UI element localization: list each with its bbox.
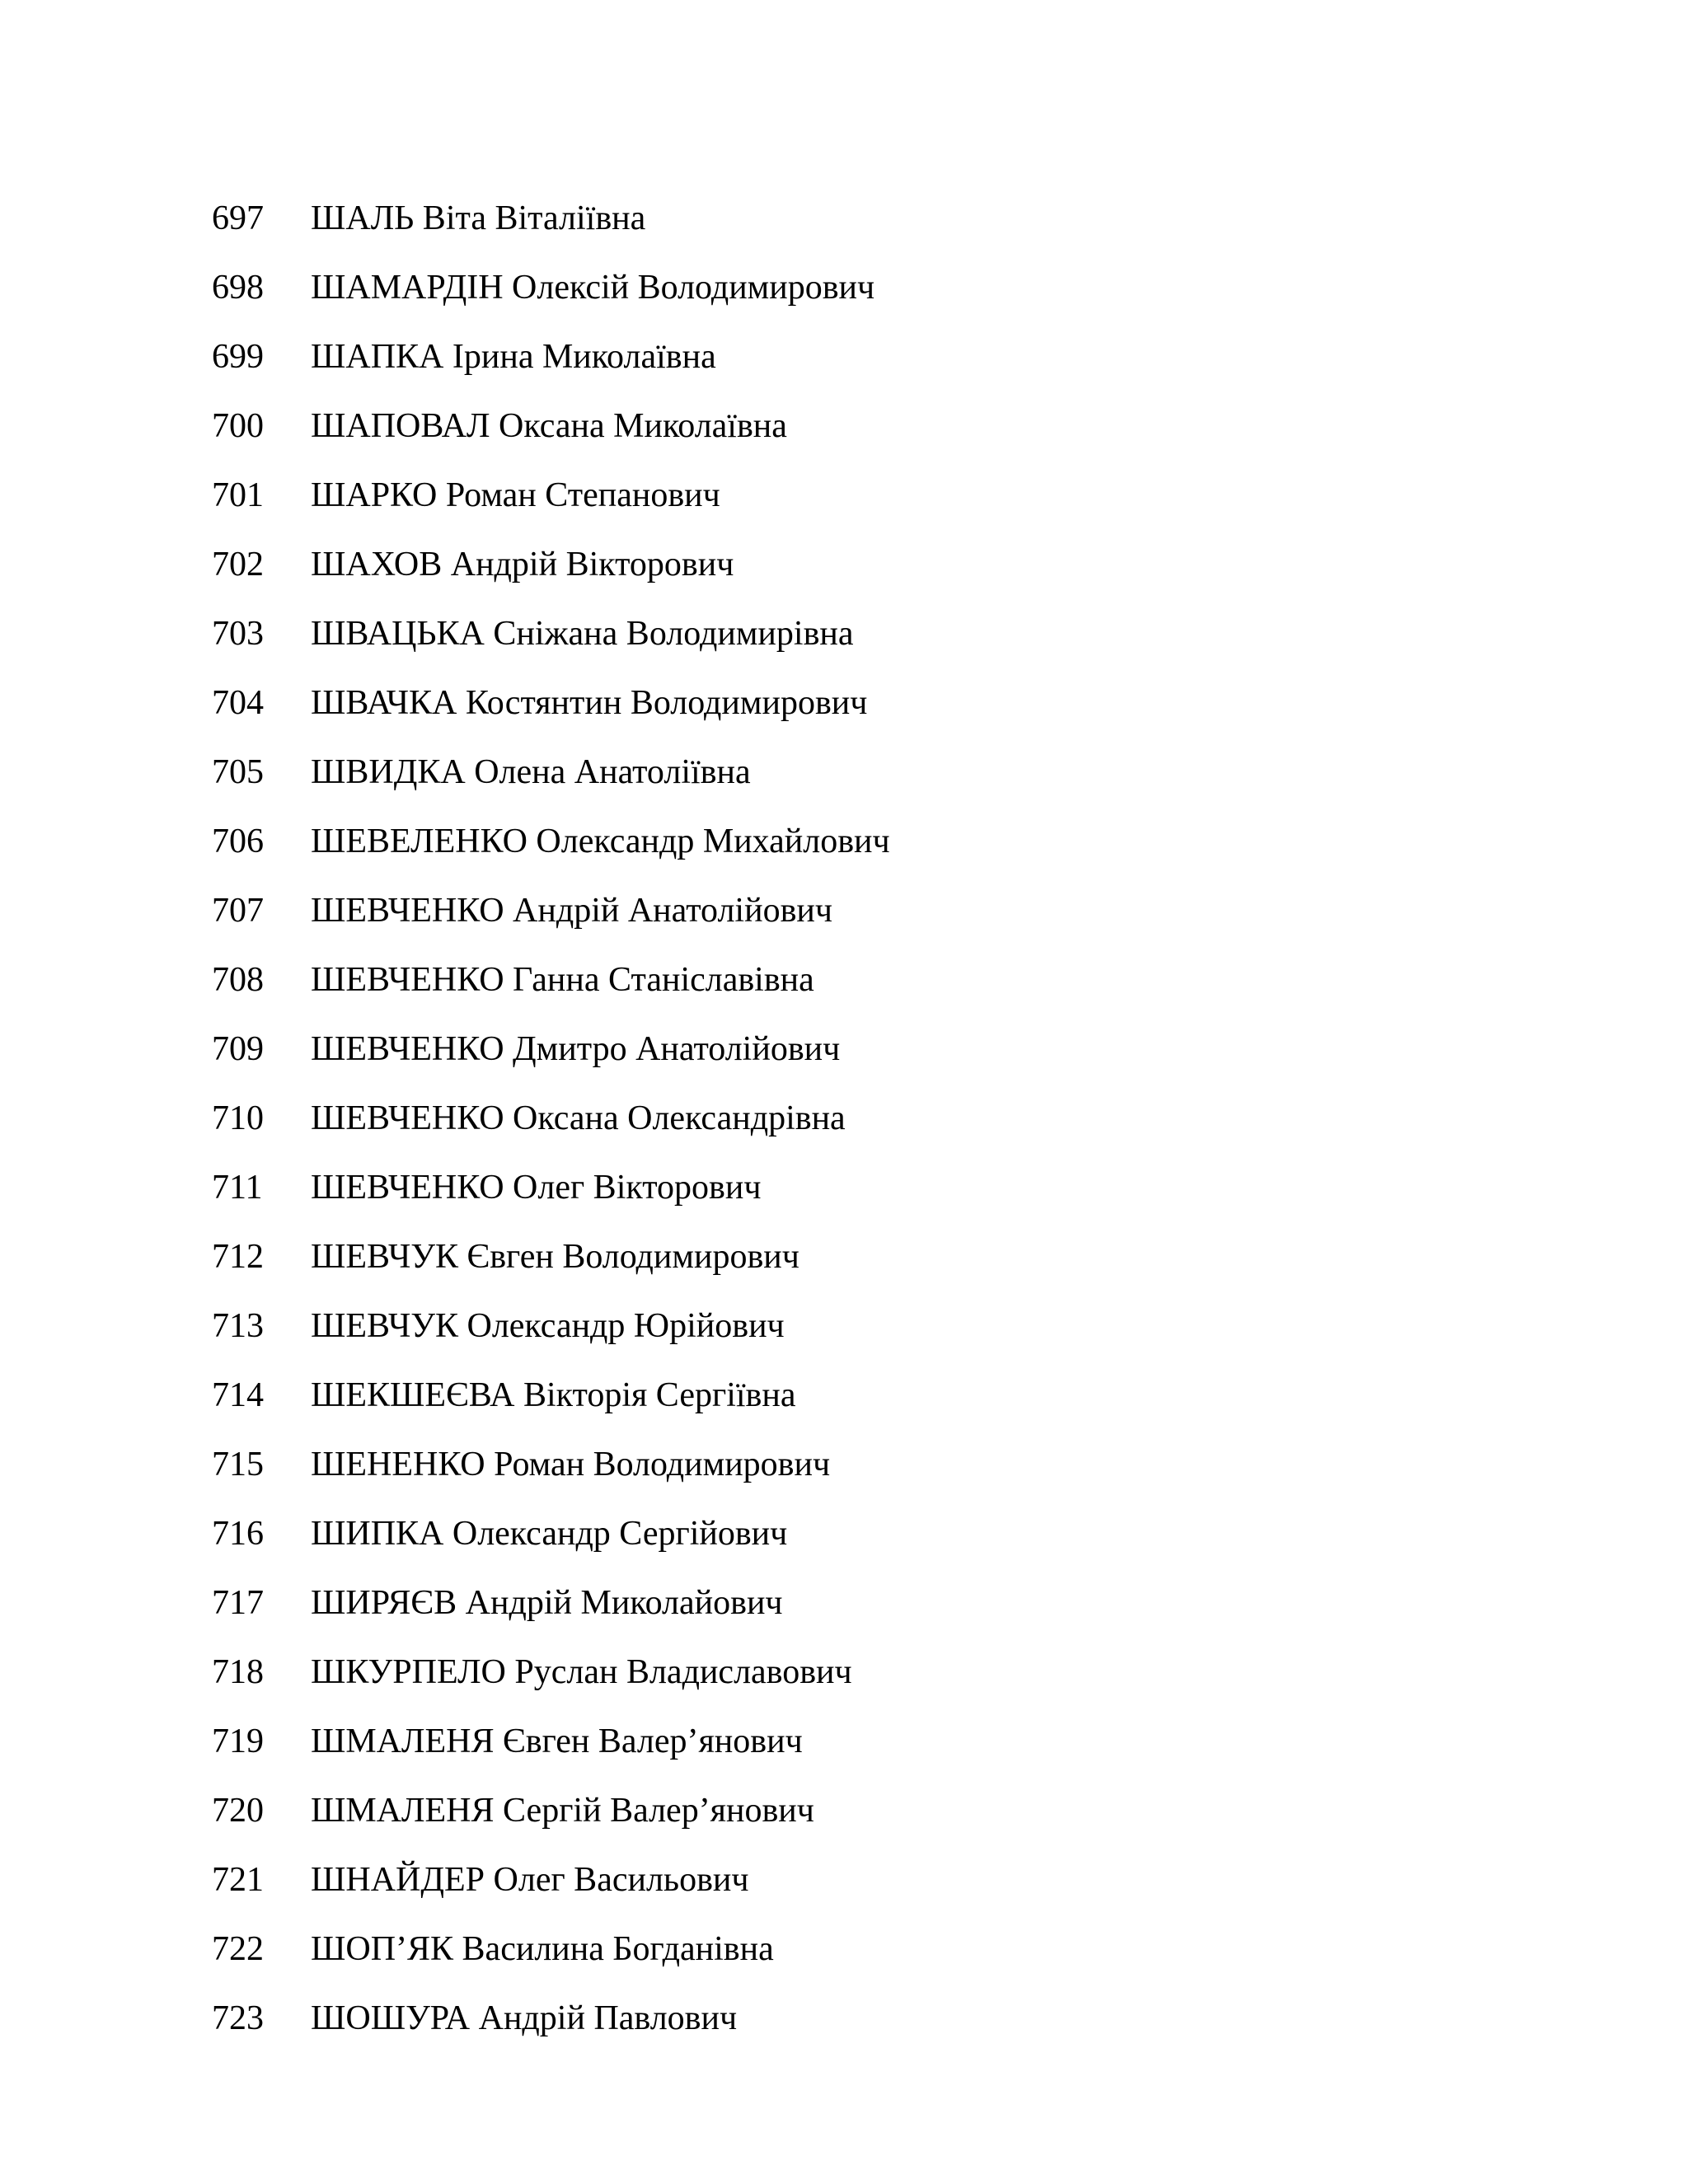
entry-number: 713 <box>212 1307 264 1345</box>
list-item <box>212 401 890 471</box>
list-item <box>212 609 890 678</box>
entry-name: ШАЛЬ Віта Віталіївна <box>311 199 646 237</box>
entry-name: ШВАЧКА Костянтин Володимирович <box>311 684 868 722</box>
entry-number: 721 <box>212 1861 264 1899</box>
entry-number: 698 <box>212 269 264 307</box>
list-item <box>212 1578 890 1647</box>
list-item <box>212 1232 890 1301</box>
entry-name: ШЕКШЕЄВА Вікторія Сергіївна <box>311 1376 796 1414</box>
list-item <box>212 1509 890 1578</box>
list-item <box>212 817 890 886</box>
entry-name: ШЕВЧУК Олександр Юрійович <box>311 1307 785 1345</box>
entry-number: 710 <box>212 1099 264 1137</box>
entry-name: ШМАЛЕНЯ Сергій Валер’янович <box>311 1792 814 1830</box>
list-item <box>212 1024 890 1094</box>
entry-number: 719 <box>212 1722 264 1760</box>
entry-number: 707 <box>212 892 264 930</box>
entry-number: 706 <box>212 823 264 860</box>
entry-name: ШВИДКА Олена Анатоліївна <box>311 753 751 791</box>
name-list <box>212 194 890 2063</box>
entry-name: ШАПКА Ірина Миколаївна <box>311 338 716 376</box>
list-item <box>212 1094 890 1163</box>
entry-number: 700 <box>212 407 264 445</box>
list-item <box>212 1371 890 1440</box>
list-item <box>212 1924 890 1994</box>
entry-number: 708 <box>212 961 264 999</box>
entry-number: 705 <box>212 753 264 791</box>
list-item <box>212 540 890 609</box>
entry-number: 717 <box>212 1584 264 1622</box>
entry-number: 709 <box>212 1030 264 1068</box>
entry-name: ШАХОВ Андрій Вікторович <box>311 546 734 583</box>
entry-name: ШМАЛЕНЯ Євген Валер’янович <box>311 1722 803 1760</box>
entry-number: 720 <box>212 1792 264 1830</box>
entry-number: 714 <box>212 1376 264 1414</box>
list-item <box>212 1717 890 1786</box>
entry-name: ШИРЯЄВ Андрій Миколайович <box>311 1584 783 1622</box>
entry-name: ШЕВЧЕНКО Ганна Станіславівна <box>311 961 814 999</box>
entry-name: ШИПКА Олександр Сергійович <box>311 1515 788 1553</box>
entry-name: ШАРКО Роман Степанович <box>311 476 720 514</box>
list-item <box>212 1786 890 1855</box>
list-item <box>212 1440 890 1509</box>
entry-name: ШКУРПЕЛО Руслан Владиславович <box>311 1653 852 1691</box>
list-item <box>212 955 890 1024</box>
list-item <box>212 332 890 401</box>
entry-name: ШОП’ЯК Василина Богданівна <box>311 1930 774 1968</box>
entry-name: ШЕВЧЕНКО Олег Вікторович <box>311 1169 762 1207</box>
list-item <box>212 886 890 955</box>
entry-number: 723 <box>212 1999 264 2037</box>
entry-name: ШЕВЕЛЕНКО Олександр Михайлович <box>311 823 890 860</box>
list-item <box>212 1301 890 1371</box>
list-item <box>212 263 890 332</box>
list-item <box>212 678 890 748</box>
entry-name: ШЕВЧЕНКО Андрій Анатолійович <box>311 892 832 930</box>
entry-name: ШЕВЧУК Євген Володимирович <box>311 1238 799 1276</box>
entry-name: ШОШУРА Андрій Павлович <box>311 1999 738 2037</box>
entry-number: 711 <box>212 1169 263 1207</box>
list-item <box>212 194 890 263</box>
entry-number: 715 <box>212 1446 264 1483</box>
list-item <box>212 1163 890 1232</box>
entry-number: 716 <box>212 1515 264 1553</box>
entry-number: 704 <box>212 684 264 722</box>
entry-name: ШЕВЧЕНКО Оксана Олександрівна <box>311 1099 846 1137</box>
entry-number: 718 <box>212 1653 264 1691</box>
entry-number: 697 <box>212 199 264 237</box>
entry-number: 722 <box>212 1930 264 1968</box>
entry-name: ШНАЙДЕР Олег Васильович <box>311 1861 749 1899</box>
entry-name: ШЕНЕНКО Роман Володимирович <box>311 1446 831 1483</box>
list-item <box>212 471 890 540</box>
list-item <box>212 1994 890 2063</box>
entry-number: 699 <box>212 338 264 376</box>
entry-name: ШВАЦЬКА Сніжана Володимирівна <box>311 615 854 653</box>
entry-number: 703 <box>212 615 264 653</box>
entry-number: 712 <box>212 1238 264 1276</box>
entry-name: ШАМАРДІН Олексій Володимирович <box>311 269 875 307</box>
entry-name: ШАПОВАЛ Оксана Миколаївна <box>311 407 787 445</box>
entry-number: 701 <box>212 476 264 514</box>
entry-number: 702 <box>212 546 264 583</box>
list-item <box>212 748 890 817</box>
entry-name: ШЕВЧЕНКО Дмитро Анатолійович <box>311 1030 841 1068</box>
list-item <box>212 1855 890 1924</box>
list-item <box>212 1647 890 1717</box>
